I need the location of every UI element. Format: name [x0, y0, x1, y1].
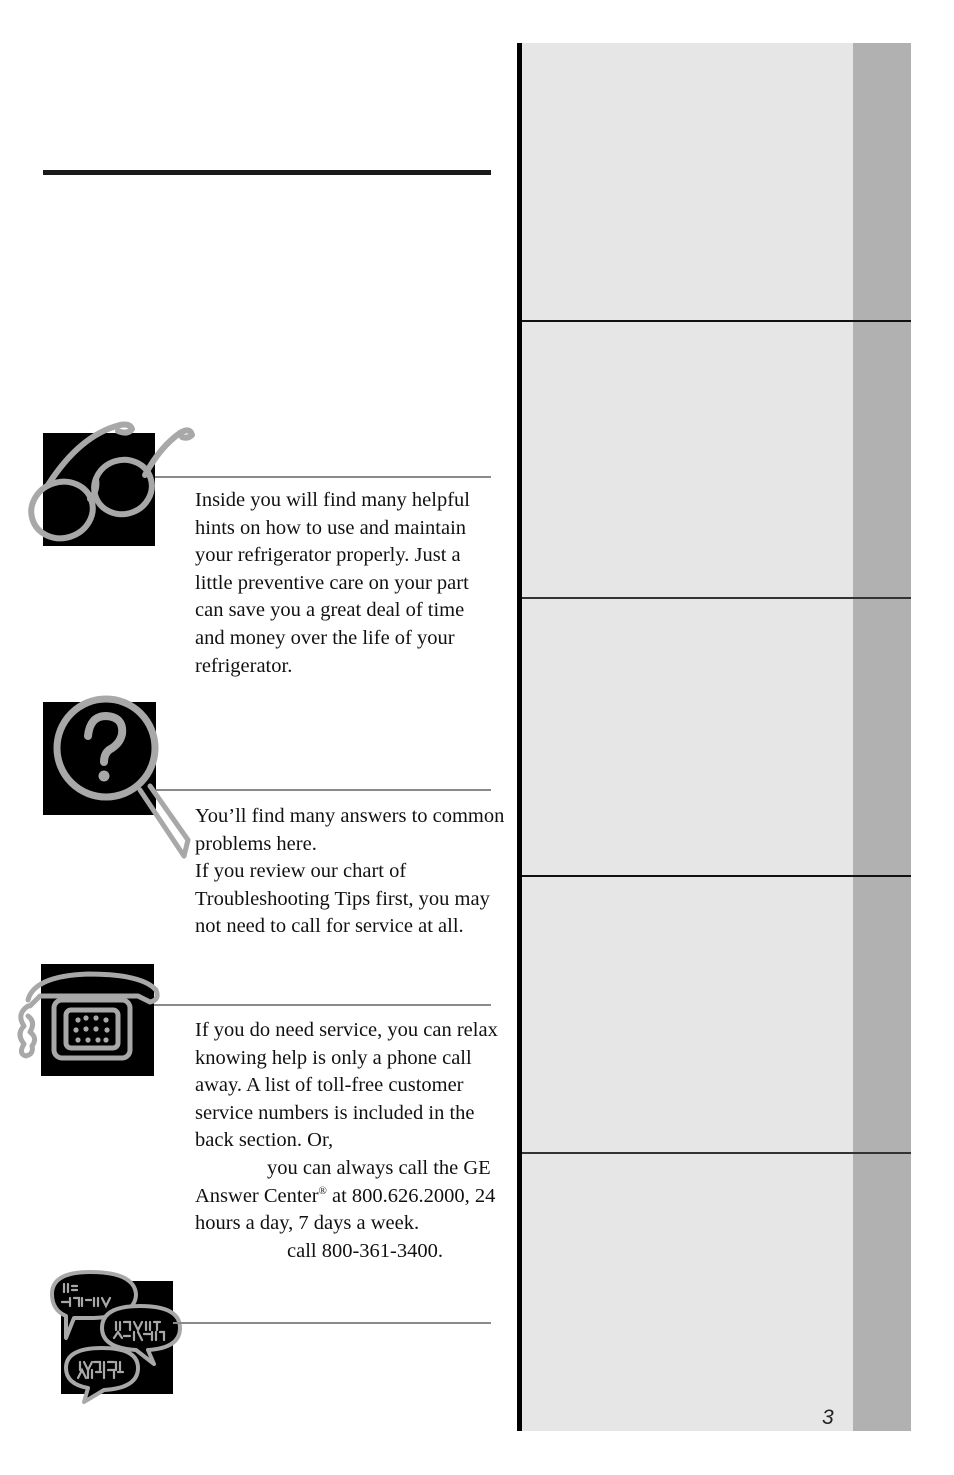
panel-divider-4 [522, 1152, 911, 1154]
troubleshooting-text [195, 803, 515, 941]
registered-mark: ® [318, 1184, 327, 1197]
speech-bubbles-icon [44, 1268, 189, 1406]
service-rule [154, 1004, 491, 1006]
service-line-4: call 800-361-3400. [287, 1239, 443, 1262]
service-line-1: If you do need service, you can relax knowing help is only a phone call away. A list of toll-free customer service numbers is included in the back section. Or, [195, 1019, 498, 1152]
service-line-2: you can always call the GE [267, 1156, 491, 1179]
troubleshooting-line-1: You’ll find many answers to common problems here. [195, 805, 505, 855]
side-panel [522, 43, 853, 1431]
panel-divider-2 [522, 597, 911, 599]
troubleshooting-line-2: If you review our chart of Troubleshooting Tips first, you may not need to call for service at all. [195, 860, 490, 938]
hints-rule [155, 476, 491, 478]
telephone-icon [14, 962, 164, 1066]
hints-paragraph: Inside you will find many helpful hints on how to use and maintain your refrigerator properly. Just a little preventive care on your part can save you a great deal of time and money over the life of your refrigerator. [195, 489, 470, 677]
side-panel-edge [853, 43, 911, 1431]
eyeglasses-icon [20, 415, 200, 550]
page-number: 3 [822, 1406, 834, 1429]
service-text [195, 1017, 505, 1265]
answer-center-hours: at 800.626.2000, 24 hours a day, 7 days a week. [195, 1184, 496, 1235]
panel-divider-1 [522, 320, 911, 322]
troubleshooting-rule [156, 789, 491, 791]
question-magnifier-icon [48, 690, 193, 870]
languages-rule [173, 1322, 491, 1324]
service-line-3 [195, 1183, 505, 1238]
hints-text [195, 487, 495, 680]
header-rule [43, 170, 491, 175]
panel-divider-3 [522, 875, 911, 877]
answer-center-label: Answer Center [195, 1184, 319, 1207]
